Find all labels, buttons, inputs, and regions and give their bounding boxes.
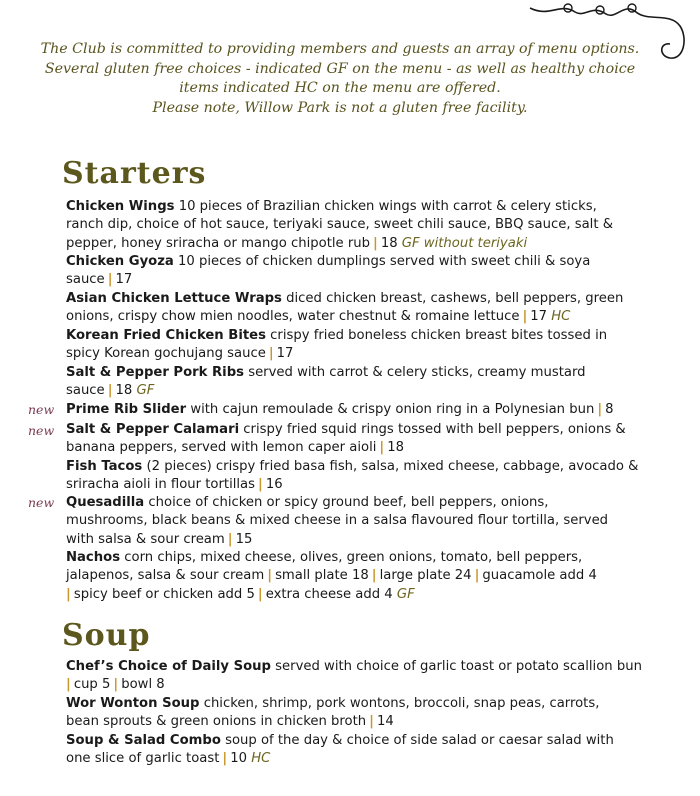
separator: | xyxy=(257,586,263,602)
separator: | xyxy=(372,235,378,251)
item-name: Chicken Wings xyxy=(66,199,175,214)
option-cheese: extra cheese add 4 xyxy=(265,586,393,602)
dietary-tag: HC xyxy=(551,309,571,325)
item-price: 10 xyxy=(230,751,248,767)
item-desc: served with carrot & celery sticks, creamy mustard xyxy=(248,365,586,380)
new-badge: new xyxy=(28,423,55,438)
item-desc: 10 pieces of Brazilian chicken wings with carrot & celery sticks, xyxy=(178,199,597,214)
item-name: Salt & Pepper Calamari xyxy=(66,422,240,437)
item-price: 17 xyxy=(530,309,548,325)
item-desc: 10 pieces of chicken dumplings served with sweet chili & soya xyxy=(178,254,591,269)
section-title-soup: Soup xyxy=(62,618,151,653)
separator: | xyxy=(371,568,377,584)
option-small: small plate 18 xyxy=(275,568,369,584)
item-desc: corn chips, mixed cheese, olives, green onions, tomato, bell peppers, xyxy=(124,550,583,565)
item-price: 17 xyxy=(115,272,133,288)
dietary-tag: GF xyxy=(396,586,415,602)
option-bowl: bowl 8 xyxy=(121,677,165,693)
menu-item-korean-chicken xyxy=(66,327,646,364)
intro-line: Please note, Willow Park is not a gluten free facility. xyxy=(152,99,528,116)
item-name: Chicken Gyoza xyxy=(66,254,174,269)
item-desc: diced chicken breast, cashews, bell peppers, green xyxy=(286,291,624,306)
menu-item-prime-rib-slider xyxy=(66,401,646,419)
separator: | xyxy=(474,568,480,584)
item-desc: bean sprouts & green onions in chicken broth xyxy=(66,714,367,730)
intro-line: items indicated HC on the menu are offered. xyxy=(179,80,501,97)
item-name: Korean Fried Chicken Bites xyxy=(66,328,266,343)
menu-item-chicken-gyoza xyxy=(66,253,646,290)
item-desc: ranch dip, choice of hot sauce, teriyaki sauce, sweet chili sauce, BBQ sauce, salt & xyxy=(66,217,613,233)
intro-line: The Club is committed to providing members and guests an array of menu options. xyxy=(40,41,640,57)
separator: | xyxy=(379,440,385,456)
item-desc: served with choice of garlic toast or potato scallion bun xyxy=(275,659,642,674)
item-desc: choice of chicken or spicy ground beef, bell peppers, onions, xyxy=(148,495,549,510)
separator: | xyxy=(258,477,263,493)
menu-item-pork-ribs xyxy=(66,364,646,401)
item-price: 18 xyxy=(115,383,133,399)
option-large: large plate 24 xyxy=(379,568,472,584)
section-title-starters: Starters xyxy=(62,156,207,191)
item-desc: crispy fried boneless chicken breast bites tossed in xyxy=(270,328,608,343)
item-desc: chicken, shrimp, pork wontons, broccoli, snap peas, carrots, xyxy=(203,696,600,711)
item-price: 15 xyxy=(235,531,253,547)
item-desc: mushrooms, black beans & mixed cheese in a salsa flavoured flour tortilla, served xyxy=(66,513,609,529)
item-desc: onions, crispy chow mien noodles, water chestnut & romaine lettuce xyxy=(66,309,520,325)
item-desc: with cajun remoulade & crispy onion ring in a Polynesian bun xyxy=(190,402,595,417)
menu-item-daily-soup xyxy=(66,658,646,695)
separator: | xyxy=(227,531,233,547)
separator: | xyxy=(222,751,228,767)
separator: | xyxy=(268,346,274,362)
separator: | xyxy=(107,272,113,288)
item-name: Fish Tacos xyxy=(66,459,143,474)
item-desc: sriracha aioli in flour tortillas xyxy=(66,477,256,493)
dietary-tag: GF without teriyaki xyxy=(401,235,528,251)
option-guacamole: guacamole add 4 xyxy=(482,568,597,584)
item-desc: sauce xyxy=(66,272,105,288)
separator: | xyxy=(66,677,71,693)
separator: | xyxy=(113,677,119,693)
intro-line: Several gluten free choices - indicated GF on the menu - as well as healthy choice xyxy=(44,60,636,77)
item-desc: one slice of garlic toast xyxy=(66,751,220,767)
intro-note xyxy=(40,40,640,118)
item-desc: sauce xyxy=(66,383,105,399)
item-desc: crispy fried squid rings tossed with bell peppers, onions & xyxy=(243,422,626,437)
item-desc: soup of the day & choice of side salad or caesar salad with xyxy=(225,733,614,748)
dietary-tag: HC xyxy=(251,751,271,767)
new-badge: new xyxy=(28,402,55,417)
item-desc: banana peppers, served with lemon caper aioli xyxy=(66,440,377,456)
separator: | xyxy=(597,402,603,417)
item-name: Prime Rib Slider xyxy=(66,402,187,417)
separator: | xyxy=(522,309,528,325)
dietary-tag: GF xyxy=(136,383,155,399)
item-desc: with salsa & sour cream xyxy=(66,531,225,547)
separator: | xyxy=(107,383,113,399)
menu-item-fish-tacos xyxy=(66,458,646,495)
item-name: Chef’s Choice of Daily Soup xyxy=(66,659,271,674)
menu-item-chicken-wings xyxy=(66,198,646,253)
item-desc: (2 pieces) crispy fried basa fish, salsa, mixed cheese, cabbage, avocado & xyxy=(146,459,639,474)
item-name: Asian Chicken Lettuce Wraps xyxy=(66,291,282,306)
menu-item-quesadilla xyxy=(66,494,646,549)
new-badge: new xyxy=(28,495,55,510)
option-beef: spicy beef or chicken add 5 xyxy=(73,586,255,602)
item-name: Quesadilla xyxy=(66,495,145,510)
separator: | xyxy=(267,568,273,584)
item-price: 14 xyxy=(376,714,394,730)
item-desc: spicy Korean gochujang sauce xyxy=(66,346,266,362)
item-desc: jalapenos, salsa & sour cream xyxy=(66,568,265,584)
option-cup: cup 5 xyxy=(73,677,111,693)
item-name: Nachos xyxy=(66,550,121,565)
item-name: Salt & Pepper Pork Ribs xyxy=(66,365,244,380)
menu-item-calamari xyxy=(66,421,646,458)
separator: | xyxy=(66,586,71,602)
item-price: 16 xyxy=(265,477,283,493)
item-price: 17 xyxy=(276,346,294,362)
item-price: 18 xyxy=(380,235,398,251)
item-name: Soup & Salad Combo xyxy=(66,733,221,748)
item-desc: pepper, honey sriracha or mango chipotle rub xyxy=(66,235,370,251)
menu-item-wonton-soup xyxy=(66,695,646,732)
item-price: 18 xyxy=(387,440,405,456)
menu-item-lettuce-wraps xyxy=(66,290,646,327)
menu-item-soup-salad-combo xyxy=(66,732,646,769)
item-price: 8 xyxy=(605,402,614,417)
separator: | xyxy=(369,714,374,730)
item-name: Wor Wonton Soup xyxy=(66,696,200,711)
menu-item-nachos xyxy=(66,549,646,604)
